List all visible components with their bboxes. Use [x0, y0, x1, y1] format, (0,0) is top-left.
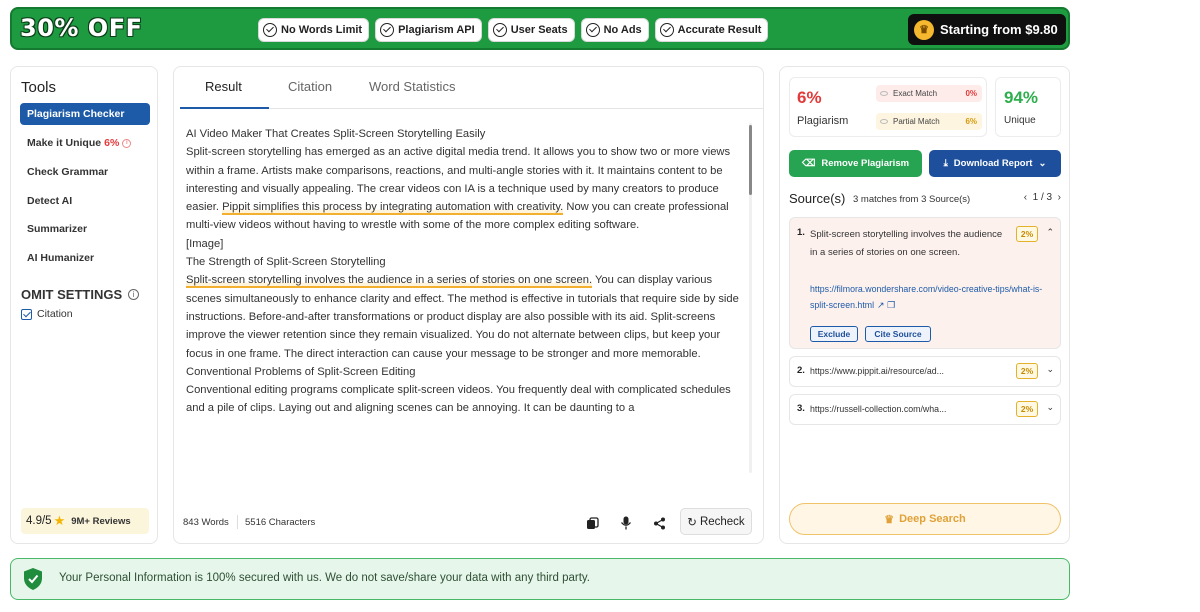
doc-paragraph: [186, 271, 748, 362]
doc-text: You can display various scenes simultaneously to enhance clarity and effect. The method is effective in tutorials that require side by side instructions. Before-and-after transformations or product display are also possible with its aid. Split-screens improve the viewer retention since they remain visualized. You do not alternate between clips, but keep your focus in one frame. The direct interaction can cause your message to be stronger and more memorable.: [186, 274, 739, 360]
star-icon: ★: [53, 513, 66, 528]
source-matched-text: Split-screen storytelling involves the audience in a series of stories on one screen.: [810, 229, 1003, 258]
feature-badge: [581, 18, 649, 42]
tab-word-statistics[interactable]: Word Statistics: [369, 79, 456, 94]
download-report-button[interactable]: [929, 150, 1061, 177]
sidebar-item-ai-humanizer[interactable]: [20, 247, 150, 269]
chevron-down-icon[interactable]: ⌄: [1046, 402, 1054, 412]
unique-label: Unique: [1004, 115, 1036, 126]
doc-heading: Conventional Problems of Split-Screen Editing: [186, 365, 416, 378]
download-report-label: Download Report: [953, 158, 1033, 169]
sidebar-item-make-it-unique[interactable]: [20, 132, 150, 154]
external-link-icon[interactable]: ↗ ❐: [877, 299, 896, 310]
exact-match-label: Exact Match: [893, 89, 938, 98]
partial-match-label: Partial Match: [893, 117, 940, 126]
deep-search-label: Deep Search: [899, 513, 966, 525]
sources-panel: [779, 66, 1070, 544]
exclude-button[interactable]: Exclude: [810, 326, 858, 342]
plagiarism-percent: 6%: [797, 88, 822, 107]
offer-text: 30% OFF: [20, 14, 143, 42]
chevron-down-icon: ⌄: [1038, 158, 1047, 169]
source-url-text[interactable]: https://filmora.wondershare.com/video-creative-tips/what-is-split-screen.html: [810, 284, 1043, 310]
omit-settings-label: OMIT SETTINGS: [21, 287, 123, 302]
check-circle-icon: [660, 23, 674, 37]
doc-heading: The Strength of Split-Screen Storytelling: [186, 256, 386, 269]
feature-label: Accurate Result: [677, 24, 762, 36]
doc-paragraph: Conventional editing programs complicate split-screen videos. You frequently deal with complicated schedules and a pile of clips. Laying out and aligning scenes can be annoying. It can be daunting to a: [186, 384, 731, 415]
source-number: 3.: [797, 403, 805, 414]
source-percent-badge: 2%: [1016, 401, 1038, 417]
character-count: 5516 Characters: [245, 517, 316, 528]
result-footer: [174, 503, 763, 543]
crown-icon: ♛: [914, 20, 934, 40]
feature-label: Plagiarism API: [398, 24, 475, 36]
unique-badge: 6%: [104, 137, 120, 149]
feature-label: No Ads: [603, 24, 642, 36]
source-number: 1.: [797, 227, 805, 238]
source-url[interactable]: https://russell-collection.com/wha...: [810, 404, 947, 414]
exact-match-value: 0%: [965, 89, 977, 98]
refresh-icon: ↻: [687, 516, 697, 529]
sidebar-item-label: AI Humanizer: [27, 252, 95, 264]
sources-title: Source(s): [789, 191, 846, 206]
remove-plagiarism-button[interactable]: [789, 150, 922, 177]
feature-label: No Words Limit: [281, 24, 363, 36]
feature-badge: [655, 18, 769, 42]
source-percent-badge: 2%: [1016, 226, 1038, 242]
cite-source-button[interactable]: Cite Source: [865, 326, 931, 342]
check-circle-icon: [263, 23, 277, 37]
partial-match-pill: [876, 113, 982, 130]
sources-header: [789, 191, 1061, 207]
source-card[interactable]: [789, 356, 1061, 387]
share-icon[interactable]: [648, 512, 670, 534]
doc-line: AI Video Maker That Creates Split-Screen Storytelling Easily: [186, 128, 486, 140]
sidebar-item-detect-ai[interactable]: [20, 190, 150, 212]
check-circle-icon: [380, 23, 394, 37]
privacy-text: Your Personal Information is 100% secured with us. We do not save/share your data with any third party.: [59, 572, 590, 584]
recheck-label: Recheck: [699, 515, 745, 528]
feature-badge: [488, 18, 575, 42]
privacy-notice: [10, 558, 1070, 600]
remove-plagiarism-label: Remove Plagiarism: [821, 158, 910, 169]
eraser-icon: ⌫: [801, 158, 816, 169]
doc-line: [Image]: [186, 237, 224, 250]
highlighted-match[interactable]: Split-screen storytelling involves the audience in a series of stories on one screen.: [186, 274, 593, 287]
recheck-button[interactable]: [680, 508, 752, 535]
plagiarism-label: Plagiarism: [797, 115, 849, 127]
omit-settings-title: [21, 287, 139, 302]
copy-icon[interactable]: [581, 512, 603, 534]
partial-match-value: 6%: [965, 117, 977, 126]
citation-checkbox-row[interactable]: [21, 308, 73, 320]
unique-stat-box: [995, 77, 1061, 137]
plagiarism-stat-box: [789, 77, 987, 137]
tab-citation[interactable]: Citation: [288, 79, 333, 94]
active-tab-indicator: [180, 107, 269, 109]
chevron-up-icon[interactable]: ⌃: [1046, 227, 1054, 237]
source-card-expanded[interactable]: [789, 217, 1061, 349]
source-card[interactable]: [789, 394, 1061, 425]
pager-label: 1 / 3: [1032, 192, 1053, 203]
doc-scrollbar-thumb[interactable]: [749, 125, 752, 195]
sidebar-item-label: Summarizer: [27, 223, 88, 235]
sidebar-item-plagiarism-checker[interactable]: [20, 103, 150, 125]
check-circle-icon: [586, 23, 600, 37]
crown-icon: ♛: [884, 513, 895, 526]
chevron-right-icon[interactable]: ›: [1057, 192, 1061, 203]
citation-checkbox[interactable]: [21, 309, 32, 320]
unique-percent: 94%: [1004, 88, 1039, 107]
tab-result[interactable]: Result: [205, 79, 242, 94]
word-count: 843 Words: [183, 517, 229, 528]
doc-paragraph: [186, 143, 748, 234]
feature-label: User Seats: [510, 24, 568, 36]
sidebar-item-check-grammar[interactable]: [20, 161, 150, 183]
sidebar-item-label: Make it Unique: [27, 137, 102, 149]
rating-badge: [21, 508, 149, 534]
source-number: 2.: [797, 365, 805, 376]
chevron-left-icon[interactable]: ‹: [1023, 192, 1028, 203]
sources-summary: 3 matches from 3 Source(s): [853, 194, 971, 205]
check-circle-icon: [493, 23, 507, 37]
feature-list: [258, 18, 768, 42]
pricing-button[interactable]: [908, 14, 1066, 45]
shield-icon: [23, 567, 43, 591]
source-url[interactable]: [810, 282, 1060, 313]
source-percent-badge: 2%: [1016, 363, 1038, 379]
sources-pager: [1024, 192, 1061, 203]
feature-badge: [375, 18, 482, 42]
microphone-icon[interactable]: [615, 512, 637, 534]
chevron-down-icon[interactable]: ⌄: [1046, 364, 1054, 374]
divider: [237, 515, 238, 529]
exact-match-pill: [876, 85, 982, 102]
citation-label: Citation: [37, 308, 73, 320]
result-panel: [173, 66, 764, 544]
info-icon[interactable]: i: [128, 289, 139, 300]
document-text[interactable]: [186, 125, 748, 477]
rating-score: 4.9/5: [26, 515, 52, 527]
sidebar-item-label: Check Grammar: [27, 166, 109, 178]
doc-text: Split-screen storytelling has emerged as an active digital media trend. It allows you to show two or more views within a frame. Artists make comparisons, reactions, and multi-angle stories with it. It maintains content to be interesting and visually appealing. The crear videos con IA is a technique used by many creators to produce easier.: [186, 146, 731, 214]
tools-sidebar: [10, 66, 158, 544]
eye-icon: [880, 119, 888, 124]
highlighted-match[interactable]: Pippit simplifies this process by integrating automation with creativity.: [222, 201, 564, 214]
doc-text: Now you can create professional multi-view videos without having to wrestle with some of the more complex editing software.: [186, 201, 729, 232]
tools-title: Tools: [21, 79, 57, 96]
info-icon: i: [122, 139, 131, 148]
download-icon: ⤓: [943, 158, 948, 169]
sidebar-item-summarizer[interactable]: [20, 218, 150, 240]
result-tabs: [180, 67, 764, 109]
sidebar-item-label: Plagiarism Checker: [27, 108, 125, 120]
promo-banner[interactable]: [10, 7, 1070, 50]
deep-search-button[interactable]: [789, 503, 1061, 535]
reviews-count: 9M+ Reviews: [71, 515, 131, 527]
feature-badge: [258, 18, 369, 42]
sidebar-item-label: Detect AI: [27, 195, 73, 207]
source-url[interactable]: https://www.pippit.ai/resource/ad...: [810, 366, 944, 376]
price-label: Starting from $9.80: [940, 22, 1058, 37]
eye-icon: [880, 91, 888, 96]
